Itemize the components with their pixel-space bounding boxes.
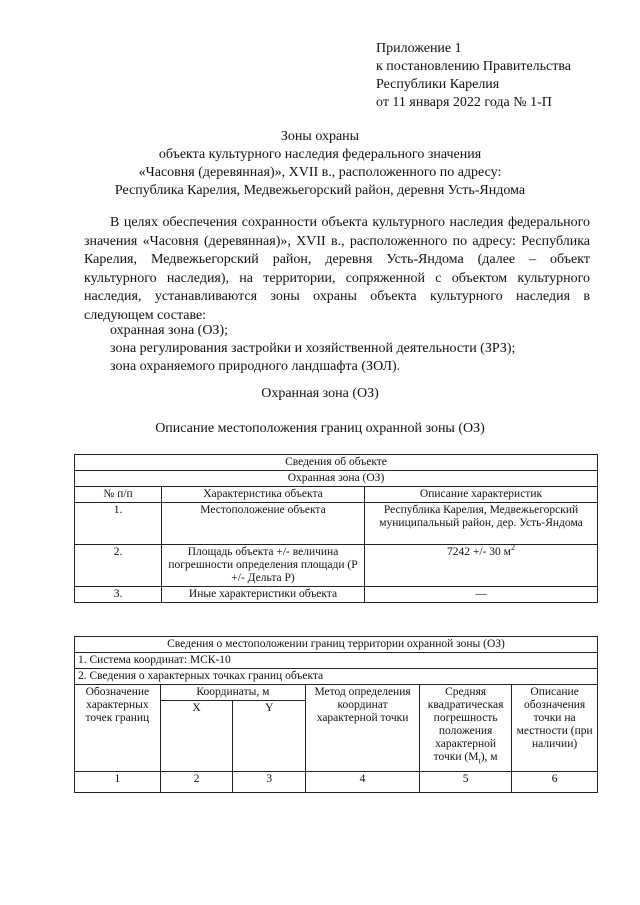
- zones-list: [110, 322, 515, 376]
- table-subcaption: Охранная зона (ОЗ): [75, 471, 598, 487]
- row-description: [365, 545, 598, 587]
- area-value: 7242 +/- 30 м: [447, 546, 511, 558]
- table-caption: Сведения о местоположении границ территории охранной зоны (ОЗ): [75, 637, 598, 653]
- title-line: «Часовня (деревянная)», XVII в., расположенного по адресу:: [138, 165, 502, 180]
- column-number: 6: [512, 772, 598, 793]
- row-description: Республика Карелия, Медвежьегорский муниципальный район, дер. Усть-Яндома: [365, 503, 598, 545]
- zone-item: зона регулирования застройки и хозяйственной деятельности (ЗРЗ);: [110, 341, 516, 356]
- header-num: № п/п: [75, 487, 162, 503]
- header-description: Описание характеристик: [365, 487, 598, 503]
- header-error: [420, 685, 512, 772]
- header-description: Описание обозначения точки на местности (при наличии): [512, 685, 598, 772]
- title-line: Республика Карелия, Медвежьегорский район, деревня Усть-Яндома: [114, 183, 526, 198]
- row-description: —: [365, 587, 598, 603]
- row-num: 2.: [75, 545, 162, 587]
- title-line: объекта культурного наследия федерального значения: [158, 147, 482, 162]
- section-subheading: Описание местоположения границ охранной зоны (ОЗ): [155, 421, 485, 436]
- header-coordinates: Координаты, м: [160, 685, 305, 701]
- section-heading: Охранная зона (ОЗ): [261, 386, 379, 401]
- column-number: 2: [160, 772, 233, 793]
- row-num: 3.: [75, 587, 162, 603]
- header-method: Метод определения координат характерной точки: [306, 685, 420, 772]
- column-number: 4: [306, 772, 420, 793]
- header-characteristic: Характеристика объекта: [162, 487, 365, 503]
- document-title: [60, 128, 580, 200]
- title-line: Зоны охраны: [280, 129, 360, 144]
- header-x: X: [160, 701, 233, 772]
- header-designation: Обозначение характерных точек границ: [75, 685, 161, 772]
- table-caption: Сведения об объекте: [75, 455, 598, 471]
- intro-paragraph: В целях обеспечения сохранности объекта культурного наследия федерального значения «Часовня (деревянная)», XVII в., расположенного по адресу: Республика Карелия, Медвежьегорский район, деревня Усть-Яндома (далее – объект культурного наследия), на территории, сопряженной с объектом культурного наследия, устанавливаются зоны охраны объекта культурного наследия в следующем составе:: [84, 215, 590, 323]
- row-characteristic: Местоположение объекта: [162, 503, 365, 545]
- header-y: Y: [233, 701, 306, 772]
- appendix-line: от 11 января 2022 года № 1-П: [376, 95, 552, 110]
- header-error-tail: ), м: [480, 751, 498, 763]
- appendix-block: [376, 40, 571, 112]
- header-error-subscript: t: [478, 756, 481, 766]
- points-info-row: 2. Сведения о характерных точках границ объекта: [75, 669, 598, 685]
- area-unit-exponent: 2: [510, 543, 515, 553]
- zone-item: зона охраняемого природного ландшафта (ЗОЛ).: [110, 359, 401, 374]
- row-characteristic: Иные характеристики объекта: [162, 587, 365, 603]
- row-num: 1.: [75, 503, 162, 545]
- header-error-text: Средняя квадратическая погрешность положения характерной точки (M: [427, 686, 504, 763]
- row-characteristic: Площадь объекта +/- величина погрешности определения площади (Р +/- Дельта Р): [162, 545, 365, 587]
- appendix-line: к постановлению Правительства: [376, 59, 572, 74]
- boundary-points-table: [74, 636, 598, 793]
- appendix-line: Республики Карелия: [376, 77, 500, 92]
- column-number: 5: [420, 772, 512, 793]
- zone-item: охранная зона (ОЗ);: [110, 323, 228, 338]
- coordinate-system-row: 1. Система координат: МСК-10: [75, 653, 598, 669]
- column-number: 3: [233, 772, 306, 793]
- appendix-line: Приложение 1: [376, 41, 462, 56]
- column-number: 1: [75, 772, 161, 793]
- object-info-table: [74, 454, 598, 603]
